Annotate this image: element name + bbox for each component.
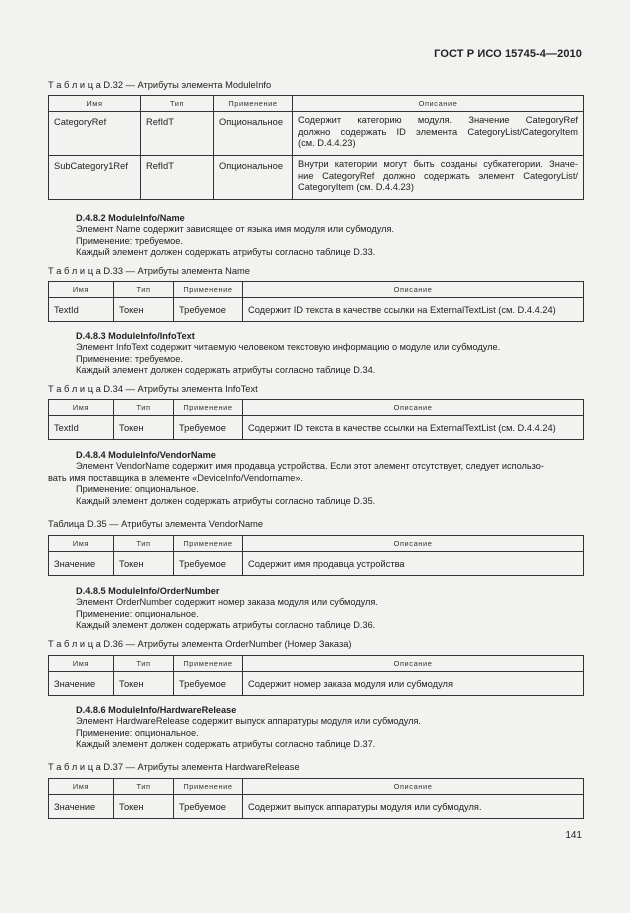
text-line: Применение: опциональное. xyxy=(76,484,199,495)
cell-usage: Требуемое xyxy=(174,552,243,576)
section-title-d485: D.4.8.5 ModuleInfo/OrderNumber xyxy=(76,586,220,596)
section-d482-text xyxy=(48,224,584,259)
cell-desc xyxy=(293,112,584,156)
col-header-usage: Применение xyxy=(174,400,243,416)
text-line: Каждый элемент должен содержать атрибуты согласно таблице D.37. xyxy=(76,739,376,750)
section-d485-text xyxy=(48,597,584,632)
col-header-usage: Применение xyxy=(174,536,243,552)
table-d36 xyxy=(48,655,584,696)
col-header-desc: Описание xyxy=(243,536,584,552)
cell-desc: Содержит ID текста в качестве ссылки на ExternalTextList (см. D.4.4.24) xyxy=(243,416,584,440)
col-header-usage: Применение xyxy=(174,656,243,672)
table-d36-caption: Т а б л и ц а D.36 — Атрибуты элемента OrderNumber (Номер Заказа) xyxy=(48,639,352,649)
cell-usage: Требуемое xyxy=(174,795,243,819)
table-d35 xyxy=(48,535,584,576)
text-line: Применение: опциональное. xyxy=(76,727,199,738)
table-row xyxy=(49,672,584,696)
table-row xyxy=(49,112,584,156)
cell-desc: Содержит ID текста в качестве ссылки на ExternalTextList (см. D.4.4.24) xyxy=(243,298,584,322)
col-header-desc: Описание xyxy=(293,96,584,112)
text-line: Каждый элемент должен содержать атрибуты согласно таблице D.36. xyxy=(76,620,376,631)
text-line: Каждый элемент должен содержать атрибуты согласно таблице D.34. xyxy=(76,365,376,376)
text-line: Элемент OrderNumber содержит номер заказа модуля или субмодуля. xyxy=(76,597,378,607)
cell-name: Значение xyxy=(49,672,114,696)
table-d34 xyxy=(48,399,584,440)
section-d486-text xyxy=(48,716,584,751)
desc-line: должно содержать ID элемента CategoryList/CategoryItem xyxy=(298,126,578,137)
text-line: вать имя поставщика в элементе «DeviceInfo/Vendorname». xyxy=(48,472,304,483)
desc-line: CategoryItem (см. D.4.4.23) xyxy=(298,182,414,193)
table-header-row xyxy=(49,779,584,795)
cell-desc: Содержит выпуск аппаратуры модуля или субмодуля. xyxy=(243,795,584,819)
col-header-type: Тип xyxy=(114,656,174,672)
cell-usage: Требуемое xyxy=(174,416,243,440)
section-title-d486: D.4.8.6 ModuleInfo/HardwareRelease xyxy=(76,705,237,715)
table-d33-caption: Т а б л и ц а D.33 — Атрибуты элемента Name xyxy=(48,266,250,276)
cell-type: Токен xyxy=(114,552,174,576)
cell-name: TextId xyxy=(49,298,114,322)
col-header-usage: Применение xyxy=(174,282,243,298)
table-row xyxy=(49,552,584,576)
col-header-type: Тип xyxy=(114,400,174,416)
col-header-usage: Применение xyxy=(174,779,243,795)
cell-usage: Опциональное xyxy=(214,112,293,156)
table-d32 xyxy=(48,95,584,200)
cell-name: CategoryRef xyxy=(49,112,141,156)
section-title-d483: D.4.8.3 ModuleInfo/InfoText xyxy=(76,331,195,341)
page-number: 141 xyxy=(565,830,582,841)
col-header-name: Имя xyxy=(49,282,114,298)
cell-type: Токен xyxy=(114,416,174,440)
section-title-d482: D.4.8.2 ModuleInfo/Name xyxy=(76,213,185,223)
col-header-name: Имя xyxy=(49,400,114,416)
cell-type: Токен xyxy=(114,672,174,696)
table-d35-caption: Таблица D.35 — Атрибуты элемента VendorName xyxy=(48,519,264,529)
table-header-row xyxy=(49,282,584,298)
text-line: Элемент InfoText содержит читаемую человеком текстовую информацию о модуле или субмодуле. xyxy=(76,342,501,352)
cell-type: RefIdT xyxy=(141,156,214,200)
table-row xyxy=(49,156,584,200)
table-header-row xyxy=(49,656,584,672)
cell-type: RefIdT xyxy=(141,112,214,156)
cell-usage: Опциональное xyxy=(214,156,293,200)
desc-line: ние CategoryRef должно содержать элемент CategoryList/ xyxy=(298,170,578,181)
col-header-type: Тип xyxy=(141,96,214,112)
table-header-row xyxy=(49,536,584,552)
col-header-type: Тип xyxy=(114,536,174,552)
cell-name: SubCategory1Ref xyxy=(49,156,141,200)
cell-usage: Требуемое xyxy=(174,672,243,696)
text-line: Элемент VendorName содержит имя продавца устройства. Если этот элемент отсутствует, следует использо- xyxy=(76,461,544,471)
cell-name: Значение xyxy=(49,795,114,819)
cell-type: Токен xyxy=(114,795,174,819)
text-line: Применение: требуемое. xyxy=(76,235,183,246)
col-header-name: Имя xyxy=(49,656,114,672)
text-line: Применение: опциональное. xyxy=(76,608,199,619)
table-header-row xyxy=(49,400,584,416)
col-header-desc: Описание xyxy=(243,656,584,672)
table-d33 xyxy=(48,281,584,322)
table-d37-caption: Т а б л и ц а D.37 — Атрибуты элемента HardwareRelease xyxy=(48,762,300,772)
section-title-d484: D.4.8.4 ModuleInfo/VendorName xyxy=(76,450,216,460)
col-header-name: Имя xyxy=(49,779,114,795)
desc-line: Содержит категорию модуля. Значение CategoryRef xyxy=(298,115,578,125)
table-row xyxy=(49,298,584,322)
col-header-name: Имя xyxy=(49,96,141,112)
table-d37 xyxy=(48,778,584,819)
table-d32-caption: Т а б л и ц а D.32 — Атрибуты элемента ModuleInfo xyxy=(48,80,272,90)
text-line: Каждый элемент должен содержать атрибуты согласно таблице D.35. xyxy=(76,495,376,506)
section-d484-text xyxy=(48,461,584,507)
col-header-name: Имя xyxy=(49,536,114,552)
section-d483-text xyxy=(48,342,584,377)
table-header-row xyxy=(49,96,584,112)
cell-usage: Требуемое xyxy=(174,298,243,322)
col-header-usage: Применение xyxy=(214,96,293,112)
cell-desc: Содержит имя продавца устройства xyxy=(243,552,584,576)
table-row xyxy=(49,795,584,819)
col-header-desc: Описание xyxy=(243,400,584,416)
text-line: Элемент Name содержит зависящее от языка имя модуля или субмодуля. xyxy=(76,224,395,234)
table-d34-caption: Т а б л и ц а D.34 — Атрибуты элемента InfoText xyxy=(48,384,258,394)
table-row xyxy=(49,416,584,440)
desc-line: (см. D.4.4.23) xyxy=(298,138,356,149)
text-line: Применение: требуемое. xyxy=(76,353,183,364)
cell-name: TextId xyxy=(49,416,114,440)
col-header-desc: Описание xyxy=(243,282,584,298)
standard-header: ГОСТ Р ИСО 15745-4—2010 xyxy=(434,48,582,60)
desc-line: Внутри категории могут быть созданы субкатегории. Значе- xyxy=(298,159,578,169)
cell-name: Значение xyxy=(49,552,114,576)
cell-type: Токен xyxy=(114,298,174,322)
cell-desc: Содержит номер заказа модуля или субмодуля xyxy=(243,672,584,696)
col-header-type: Тип xyxy=(114,282,174,298)
col-header-type: Тип xyxy=(114,779,174,795)
cell-desc xyxy=(293,156,584,200)
col-header-desc: Описание xyxy=(243,779,584,795)
text-line: Элемент HardwareRelease содержит выпуск аппаратуры модуля или субмодуля. xyxy=(76,716,421,726)
text-line: Каждый элемент должен содержать атрибуты согласно таблице D.33. xyxy=(76,247,376,258)
